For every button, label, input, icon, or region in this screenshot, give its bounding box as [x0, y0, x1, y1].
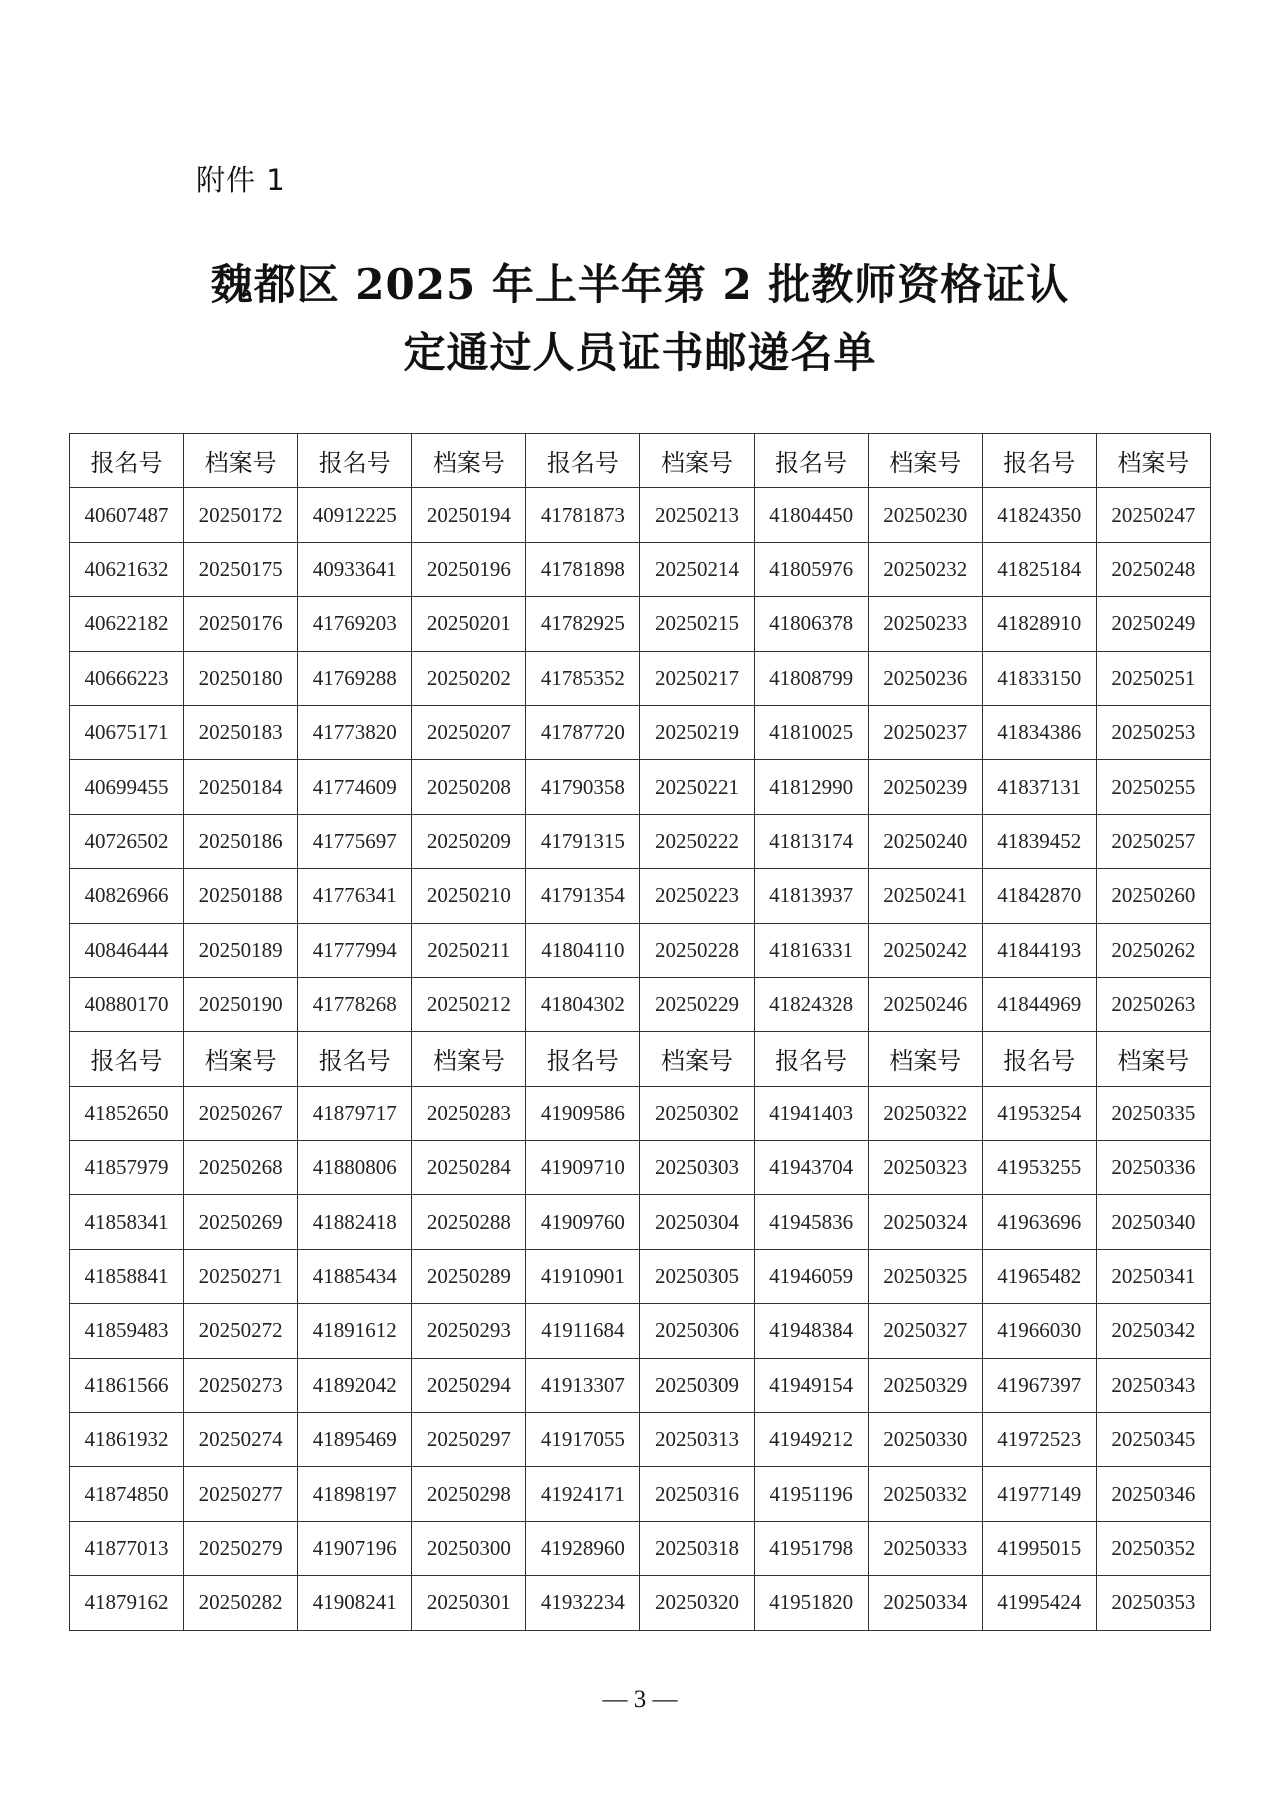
registration-number-cell: 40933641 [298, 542, 412, 596]
table-row [70, 1467, 1211, 1521]
file-number-cell: 20250309 [640, 1358, 754, 1412]
registration-number-cell: 41953255 [982, 1141, 1096, 1195]
column-header: 档案号 [640, 434, 754, 488]
column-header: 报名号 [754, 434, 868, 488]
registration-number-cell: 41834386 [982, 705, 1096, 759]
file-number-cell: 20250249 [1096, 597, 1210, 651]
file-number-cell: 20250255 [1096, 760, 1210, 814]
registration-number-cell: 40607487 [70, 488, 184, 542]
registration-number-cell: 41852650 [70, 1086, 184, 1140]
file-number-cell: 20250332 [868, 1467, 982, 1521]
file-number-cell: 20250189 [184, 923, 298, 977]
file-number-cell: 20250229 [640, 977, 754, 1031]
file-number-cell: 20250263 [1096, 977, 1210, 1031]
table-row [70, 1413, 1211, 1467]
file-number-cell: 20250346 [1096, 1467, 1210, 1521]
registration-number-cell: 40912225 [298, 488, 412, 542]
column-header: 档案号 [868, 1032, 982, 1086]
column-header: 档案号 [412, 1032, 526, 1086]
file-number-cell: 20250232 [868, 542, 982, 596]
table-row [70, 1141, 1211, 1195]
registration-number-cell: 41951798 [754, 1521, 868, 1575]
document-title-line-1: 魏都区 2025 年上半年第 2 批教师资格证认 [210, 260, 1070, 309]
registration-number-cell: 41824350 [982, 488, 1096, 542]
file-number-cell: 20250284 [412, 1141, 526, 1195]
file-number-cell: 20250274 [184, 1413, 298, 1467]
file-number-cell: 20250207 [412, 705, 526, 759]
registration-number-cell: 41769288 [298, 651, 412, 705]
registration-number-cell: 41805976 [754, 542, 868, 596]
file-number-cell: 20250183 [184, 705, 298, 759]
file-number-cell: 20250345 [1096, 1413, 1210, 1467]
registration-number-cell: 41806378 [754, 597, 868, 651]
file-number-cell: 20250343 [1096, 1358, 1210, 1412]
registration-number-cell: 40675171 [70, 705, 184, 759]
registration-number-cell: 41844969 [982, 977, 1096, 1031]
file-number-cell: 20250272 [184, 1304, 298, 1358]
file-number-cell: 20250246 [868, 977, 982, 1031]
file-number-cell: 20250294 [412, 1358, 526, 1412]
registration-number-cell: 41891612 [298, 1304, 412, 1358]
file-number-cell: 20250201 [412, 597, 526, 651]
registration-number-cell: 41953254 [982, 1086, 1096, 1140]
column-header: 报名号 [526, 434, 640, 488]
registration-number-cell: 41790358 [526, 760, 640, 814]
file-number-cell: 20250330 [868, 1413, 982, 1467]
file-number-cell: 20250211 [412, 923, 526, 977]
column-header: 档案号 [1096, 434, 1210, 488]
file-number-cell: 20250306 [640, 1304, 754, 1358]
column-header: 档案号 [184, 434, 298, 488]
file-number-cell: 20250260 [1096, 869, 1210, 923]
table-row [70, 977, 1211, 1031]
registration-number-cell: 41877013 [70, 1521, 184, 1575]
file-number-cell: 20250251 [1096, 651, 1210, 705]
file-number-cell: 20250242 [868, 923, 982, 977]
file-number-cell: 20250188 [184, 869, 298, 923]
file-number-cell: 20250196 [412, 542, 526, 596]
registration-number-cell: 41880806 [298, 1141, 412, 1195]
file-number-cell: 20250340 [1096, 1195, 1210, 1249]
file-number-cell: 20250333 [868, 1521, 982, 1575]
registration-number-cell: 41816331 [754, 923, 868, 977]
registration-number-cell: 41785352 [526, 651, 640, 705]
registration-number-cell: 41804110 [526, 923, 640, 977]
file-number-cell: 20250271 [184, 1249, 298, 1303]
registration-number-cell: 41909586 [526, 1086, 640, 1140]
file-number-cell: 20250298 [412, 1467, 526, 1521]
registration-number-cell: 41946059 [754, 1249, 868, 1303]
table-row [70, 705, 1211, 759]
file-number-cell: 20250352 [1096, 1521, 1210, 1575]
file-number-cell: 20250172 [184, 488, 298, 542]
file-number-cell: 20250180 [184, 651, 298, 705]
registration-number-cell: 41995424 [982, 1576, 1096, 1630]
file-number-cell: 20250241 [868, 869, 982, 923]
file-number-cell: 20250208 [412, 760, 526, 814]
registration-number-cell: 41858841 [70, 1249, 184, 1303]
registration-number-cell: 41858341 [70, 1195, 184, 1249]
registration-number-cell: 41909710 [526, 1141, 640, 1195]
registration-number-cell: 41932234 [526, 1576, 640, 1630]
header-row [70, 1032, 1211, 1086]
registration-number-cell: 41774609 [298, 760, 412, 814]
file-number-cell: 20250213 [640, 488, 754, 542]
registration-number-cell: 41941403 [754, 1086, 868, 1140]
file-number-cell: 20250268 [184, 1141, 298, 1195]
table-row [70, 651, 1211, 705]
registration-number-cell: 41828910 [982, 597, 1096, 651]
registration-number-cell: 41804450 [754, 488, 868, 542]
file-number-cell: 20250219 [640, 705, 754, 759]
table-row [70, 869, 1211, 923]
registration-number-cell: 41907196 [298, 1521, 412, 1575]
registration-number-cell: 41839452 [982, 814, 1096, 868]
registration-number-cell: 41898197 [298, 1467, 412, 1521]
table-row [70, 814, 1211, 868]
registration-number-cell: 41861932 [70, 1413, 184, 1467]
header-row [70, 434, 1211, 488]
registration-number-cell: 41895469 [298, 1413, 412, 1467]
registration-number-cell: 41812990 [754, 760, 868, 814]
registration-number-cell: 40621632 [70, 542, 184, 596]
table-row [70, 1195, 1211, 1249]
registration-number-cell: 41775697 [298, 814, 412, 868]
file-number-cell: 20250239 [868, 760, 982, 814]
registration-number-cell: 41948384 [754, 1304, 868, 1358]
registration-number-cell: 41781898 [526, 542, 640, 596]
file-number-cell: 20250215 [640, 597, 754, 651]
registration-number-cell: 40826966 [70, 869, 184, 923]
registration-number-cell: 41910901 [526, 1249, 640, 1303]
file-number-cell: 20250341 [1096, 1249, 1210, 1303]
registration-number-cell: 41879717 [298, 1086, 412, 1140]
registration-number-cell: 41824328 [754, 977, 868, 1031]
file-number-cell: 20250248 [1096, 542, 1210, 596]
file-number-cell: 20250262 [1096, 923, 1210, 977]
table-row [70, 1358, 1211, 1412]
page-number: — 3 — [602, 1686, 678, 1713]
registration-number-cell: 41945836 [754, 1195, 868, 1249]
file-number-cell: 20250240 [868, 814, 982, 868]
document-title-line-2: 定通过人员证书邮递名单 [403, 328, 877, 377]
file-number-cell: 20250221 [640, 760, 754, 814]
registration-number-cell: 41913307 [526, 1358, 640, 1412]
file-number-cell: 20250323 [868, 1141, 982, 1195]
registration-number-cell: 41781873 [526, 488, 640, 542]
registration-number-cell: 41963696 [982, 1195, 1096, 1249]
file-number-cell: 20250313 [640, 1413, 754, 1467]
registration-number-cell: 41808799 [754, 651, 868, 705]
column-header: 报名号 [982, 1032, 1096, 1086]
column-header: 档案号 [412, 434, 526, 488]
registration-number-cell: 41951196 [754, 1467, 868, 1521]
registration-number-cell: 40666223 [70, 651, 184, 705]
registration-number-cell: 41965482 [982, 1249, 1096, 1303]
file-number-cell: 20250257 [1096, 814, 1210, 868]
registration-number-cell: 41924171 [526, 1467, 640, 1521]
column-header: 报名号 [298, 434, 412, 488]
table-body [70, 434, 1211, 1631]
file-number-cell: 20250233 [868, 597, 982, 651]
column-header: 档案号 [1096, 1032, 1210, 1086]
registration-number-cell: 40726502 [70, 814, 184, 868]
registration-number-cell: 41810025 [754, 705, 868, 759]
file-number-cell: 20250277 [184, 1467, 298, 1521]
file-number-cell: 20250223 [640, 869, 754, 923]
registration-number-cell: 41928960 [526, 1521, 640, 1575]
registration-number-cell: 40880170 [70, 977, 184, 1031]
file-number-cell: 20250334 [868, 1576, 982, 1630]
file-number-cell: 20250329 [868, 1358, 982, 1412]
column-header: 报名号 [298, 1032, 412, 1086]
registration-number-cell: 41857979 [70, 1141, 184, 1195]
column-header: 报名号 [754, 1032, 868, 1086]
registration-number-cell: 41791354 [526, 869, 640, 923]
registration-number-cell: 41967397 [982, 1358, 1096, 1412]
registration-number-cell: 41917055 [526, 1413, 640, 1467]
file-number-cell: 20250289 [412, 1249, 526, 1303]
file-number-cell: 20250301 [412, 1576, 526, 1630]
file-number-cell: 20250214 [640, 542, 754, 596]
registration-number-cell: 41782925 [526, 597, 640, 651]
table-row [70, 923, 1211, 977]
file-number-cell: 20250283 [412, 1086, 526, 1140]
table-row [70, 1576, 1211, 1630]
file-number-cell: 20250175 [184, 542, 298, 596]
registration-number-cell: 41879162 [70, 1576, 184, 1630]
file-number-cell: 20250273 [184, 1358, 298, 1412]
file-number-cell: 20250342 [1096, 1304, 1210, 1358]
registration-number-cell: 41833150 [982, 651, 1096, 705]
registration-number-cell: 41842870 [982, 869, 1096, 923]
table-row [70, 1249, 1211, 1303]
file-number-cell: 20250247 [1096, 488, 1210, 542]
registration-number-cell: 41908241 [298, 1576, 412, 1630]
file-number-cell: 20250279 [184, 1521, 298, 1575]
registration-number-cell: 41966030 [982, 1304, 1096, 1358]
file-number-cell: 20250237 [868, 705, 982, 759]
file-number-cell: 20250210 [412, 869, 526, 923]
registration-number-cell: 41885434 [298, 1249, 412, 1303]
column-header: 报名号 [70, 434, 184, 488]
file-number-cell: 20250202 [412, 651, 526, 705]
column-header: 报名号 [70, 1032, 184, 1086]
registration-number-cell: 41951820 [754, 1576, 868, 1630]
registration-number-cell: 41773820 [298, 705, 412, 759]
registration-number-cell: 41911684 [526, 1304, 640, 1358]
file-number-cell: 20250316 [640, 1467, 754, 1521]
file-number-cell: 20250335 [1096, 1086, 1210, 1140]
file-number-cell: 20250302 [640, 1086, 754, 1140]
file-number-cell: 20250269 [184, 1195, 298, 1249]
registration-number-cell: 41943704 [754, 1141, 868, 1195]
file-number-cell: 20250209 [412, 814, 526, 868]
file-number-cell: 20250230 [868, 488, 982, 542]
file-number-cell: 20250300 [412, 1521, 526, 1575]
file-number-cell: 20250186 [184, 814, 298, 868]
registration-number-cell: 41882418 [298, 1195, 412, 1249]
file-number-cell: 20250194 [412, 488, 526, 542]
column-header: 档案号 [640, 1032, 754, 1086]
table-row [70, 760, 1211, 814]
file-number-cell: 20250325 [868, 1249, 982, 1303]
column-header: 档案号 [868, 434, 982, 488]
registration-number-cell: 40622182 [70, 597, 184, 651]
file-number-cell: 20250297 [412, 1413, 526, 1467]
registration-number-cell: 41892042 [298, 1358, 412, 1412]
registration-number-cell: 41813174 [754, 814, 868, 868]
registration-number-cell: 41825184 [982, 542, 1096, 596]
registration-number-cell: 41949212 [754, 1413, 868, 1467]
column-header: 报名号 [526, 1032, 640, 1086]
table-row [70, 1086, 1211, 1140]
registration-number-cell: 41949154 [754, 1358, 868, 1412]
registration-number-cell: 41813937 [754, 869, 868, 923]
registration-number-cell: 41791315 [526, 814, 640, 868]
attachment-label: 附件 1 [196, 163, 286, 197]
file-number-cell: 20250222 [640, 814, 754, 868]
table-row [70, 597, 1211, 651]
file-number-cell: 20250305 [640, 1249, 754, 1303]
file-number-cell: 20250267 [184, 1086, 298, 1140]
registration-number-cell: 41776341 [298, 869, 412, 923]
table-row [70, 1304, 1211, 1358]
registration-number-cell: 41778268 [298, 977, 412, 1031]
registration-number-cell: 41977149 [982, 1467, 1096, 1521]
file-number-cell: 20250336 [1096, 1141, 1210, 1195]
file-number-cell: 20250293 [412, 1304, 526, 1358]
file-number-cell: 20250228 [640, 923, 754, 977]
file-number-cell: 20250353 [1096, 1576, 1210, 1630]
file-number-cell: 20250304 [640, 1195, 754, 1249]
registration-number-cell: 41837131 [982, 760, 1096, 814]
table-row [70, 488, 1211, 542]
column-header: 报名号 [982, 434, 1096, 488]
registration-number-cell: 41844193 [982, 923, 1096, 977]
file-number-cell: 20250176 [184, 597, 298, 651]
certificate-mailing-table [69, 433, 1211, 1631]
file-number-cell: 20250324 [868, 1195, 982, 1249]
registration-number-cell: 41859483 [70, 1304, 184, 1358]
registration-number-cell: 41769203 [298, 597, 412, 651]
file-number-cell: 20250236 [868, 651, 982, 705]
file-number-cell: 20250320 [640, 1576, 754, 1630]
registration-number-cell: 41909760 [526, 1195, 640, 1249]
registration-number-cell: 41787720 [526, 705, 640, 759]
registration-number-cell: 41804302 [526, 977, 640, 1031]
file-number-cell: 20250282 [184, 1576, 298, 1630]
file-number-cell: 20250184 [184, 760, 298, 814]
file-number-cell: 20250288 [412, 1195, 526, 1249]
registration-number-cell: 41995015 [982, 1521, 1096, 1575]
file-number-cell: 20250190 [184, 977, 298, 1031]
file-number-cell: 20250212 [412, 977, 526, 1031]
table-row [70, 542, 1211, 596]
registration-number-cell: 41777994 [298, 923, 412, 977]
table-row [70, 1521, 1211, 1575]
file-number-cell: 20250253 [1096, 705, 1210, 759]
registration-number-cell: 41972523 [982, 1413, 1096, 1467]
file-number-cell: 20250318 [640, 1521, 754, 1575]
registration-number-cell: 40846444 [70, 923, 184, 977]
file-number-cell: 20250217 [640, 651, 754, 705]
file-number-cell: 20250322 [868, 1086, 982, 1140]
registration-number-cell: 41861566 [70, 1358, 184, 1412]
file-number-cell: 20250327 [868, 1304, 982, 1358]
column-header: 档案号 [184, 1032, 298, 1086]
file-number-cell: 20250303 [640, 1141, 754, 1195]
registration-number-cell: 40699455 [70, 760, 184, 814]
registration-number-cell: 41874850 [70, 1467, 184, 1521]
